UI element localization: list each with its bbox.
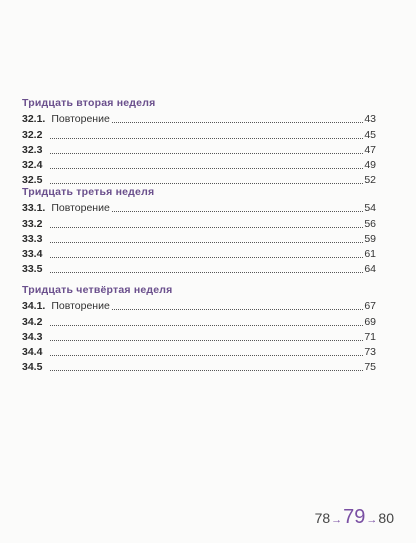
entry-page: 56: [364, 217, 376, 230]
toc-entry[interactable]: [22, 230, 376, 245]
dot-leader: [50, 354, 363, 356]
dot-leader: [50, 256, 363, 258]
dot-leader: [50, 271, 363, 273]
toc-entry[interactable]: [22, 214, 376, 229]
section-title: [22, 283, 376, 297]
toc-section-week-34: [22, 283, 376, 373]
dot-leader: [112, 210, 364, 212]
toc-entry[interactable]: [22, 328, 376, 343]
dot-leader: [50, 137, 363, 139]
current-page-number: 79: [343, 506, 366, 528]
entry-number: 34.2: [22, 315, 43, 328]
entry-page: 49: [364, 159, 376, 172]
toc-section-week-32: [22, 96, 376, 186]
toc-entry[interactable]: [22, 156, 376, 171]
dot-leader: [50, 167, 363, 169]
entry-title: Повторение: [51, 202, 110, 215]
dot-leader: [50, 241, 363, 243]
entry-number: 33.1.: [22, 202, 46, 215]
entry-page: 67: [364, 300, 376, 313]
entry-page: 59: [364, 232, 376, 245]
dot-leader: [50, 324, 363, 326]
section-title-text: Тридцать четвёртая неделя: [22, 284, 173, 296]
toc-entry[interactable]: [22, 199, 376, 214]
toc-entry[interactable]: [22, 343, 376, 358]
entry-number: 34.4: [22, 346, 43, 359]
toc-section-week-33: [22, 185, 376, 275]
section-title: [22, 185, 376, 199]
dot-leader: [50, 152, 363, 154]
entry-number: 34.3: [22, 330, 43, 343]
arrow-right-icon: →: [331, 514, 343, 526]
toc-entry[interactable]: [22, 312, 376, 327]
section-title: [22, 96, 376, 110]
entry-number: 32.2: [22, 128, 43, 141]
entry-page: 75: [364, 361, 376, 374]
entry-page: 64: [364, 263, 376, 276]
entry-title: Повторение: [51, 300, 110, 313]
entry-number: 32.4: [22, 159, 43, 172]
entry-page: 73: [364, 346, 376, 359]
dot-leader: [112, 308, 364, 310]
entry-page: 54: [364, 202, 376, 215]
entry-page: 52: [364, 174, 376, 187]
entry-page: 47: [364, 143, 376, 156]
toc-entry[interactable]: [22, 297, 376, 312]
toc-entry[interactable]: [22, 110, 376, 125]
arrow-right-icon: →: [366, 514, 378, 526]
prev-page-number[interactable]: 78: [314, 510, 331, 526]
page-navigation: [315, 506, 394, 529]
dot-leader: [50, 339, 363, 341]
entry-page: 61: [364, 248, 376, 261]
toc-entry[interactable]: [22, 125, 376, 140]
next-page-number[interactable]: 80: [378, 510, 394, 526]
entry-number: 34.5: [22, 361, 43, 374]
entry-page: 43: [364, 113, 376, 126]
entry-page: 69: [364, 315, 376, 328]
section-title-text: Тридцать третья неделя: [22, 186, 155, 198]
toc-entry[interactable]: [22, 245, 376, 260]
toc-entry[interactable]: [22, 358, 376, 373]
entry-number: 32.3: [22, 143, 43, 156]
dot-leader: [50, 369, 363, 371]
entry-number: 33.2: [22, 217, 43, 230]
dot-leader: [50, 226, 363, 228]
toc-entry[interactable]: [22, 141, 376, 156]
toc-entry[interactable]: [22, 260, 376, 275]
entry-number: 34.1.: [22, 300, 46, 313]
entry-number: 33.5: [22, 263, 43, 276]
entry-page: 71: [364, 330, 376, 343]
entry-number: 32.5: [22, 174, 43, 187]
entry-title: Повторение: [51, 113, 110, 126]
entry-number: 33.3: [22, 232, 43, 245]
section-title-text: Тридцать вторая неделя: [22, 97, 156, 109]
entry-page: 45: [364, 128, 376, 141]
dot-leader: [112, 121, 364, 123]
entry-number: 33.4: [22, 248, 43, 261]
entry-number: 32.1.: [22, 113, 46, 126]
